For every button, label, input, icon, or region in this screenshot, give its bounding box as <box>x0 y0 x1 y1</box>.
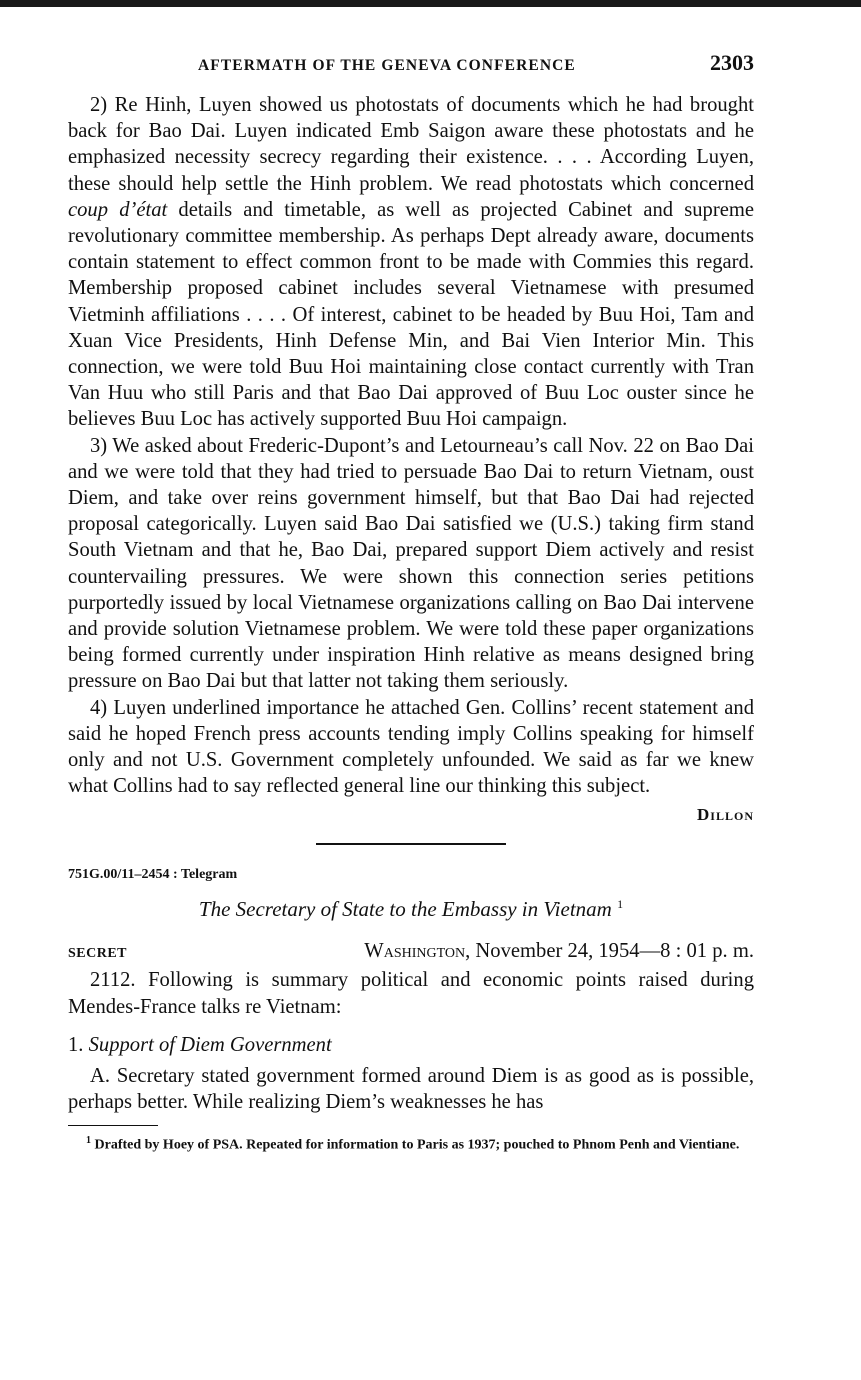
dateline <box>68 940 754 963</box>
footnote-text: Drafted by Hoey of PSA. Repeated for information to Paris as 1937; pouched to Phnom Penh and Vientiane. <box>91 1137 740 1153</box>
place-date <box>364 940 754 963</box>
section-divider <box>316 843 506 845</box>
page-top-border <box>0 0 861 7</box>
document-title-text: The Secretary of State to the Embassy in Vietnam <box>198 897 612 922</box>
paragraph-2-text-b: details and timetable, as well as projected Cabinet and supreme revolutionary committee membership. As perhaps Dept already aware, documents contain statement to effect common front to be made with Commies this regard. Membership proposed cabinet includes several Vietnamese with presumed Vietminh affiliations . . . . Of interest, cabinet to be headed by Buu Hoi, Tam and Xuan Vice Presidents, Hinh Defense Min, and Bai Vien Interior Min. This connection, we were told Buu Hoi maintaining close contact currently with Tran Van Huu who still Paris and that Bao Dai approved of Buu Loc ouster since he believes Buu Loc has actively supported Buu Hoi campaign. <box>68 198 754 431</box>
paragraph-2-text-a: 2) Re Hinh, Luyen showed us photostats of documents which he had brought back for Bao Dai. Luyen indicated Emb Saigon aware these photostats and he emphasized necessity secrecy regarding their existence. . . . According Luyen, these should help settle the Hinh problem. We read photostats which concerned <box>68 94 754 195</box>
page-header <box>68 50 754 92</box>
running-head: AFTERMATH OF THE GENEVA CONFERENCE <box>198 57 576 74</box>
document-page <box>68 50 754 1154</box>
classification: SECRET <box>68 946 128 962</box>
paragraph-a: A. Secretary stated government formed around Diem is as good as is possible, perhaps better. While realizing Diem’s weaknesses he has <box>68 1064 754 1114</box>
footnote-marker: 1 <box>86 1135 91 1147</box>
footnote <box>68 1132 754 1154</box>
paragraph-3: 3) We asked about Frederic-Dupont’s and Letourneau’s call Nov. 22 on Bao Dai and we were told that they had tried to persuade Bao Dai to return Vietnam, oust Diem, and take over reins government himself, but that Bao Dai had rejected proposal categorically. Luyen said Bao Dai satisfied we (U.S.) taking firm stand South Vietnam and that he, Bao Dai, prepared support Diem actively and resist countervailing pressures. We were shown this connection series petitions purportedly issued by local Vietnamese organizations calling on Bao Dai intervene and provide solution Vietnamese problem. We were told these paper organizations being formed currently under inspiration Hinh relative as means designed bring pressure on Bao Dai but that latter not taking them seriously. <box>68 434 754 693</box>
date: November 24, 1954—8 : 01 p. m. <box>470 940 754 963</box>
title-footnote-marker: 1 <box>617 897 624 912</box>
section-title: Support of Diem Government <box>88 1033 332 1056</box>
page-number: 2303 <box>710 50 754 75</box>
section-number: 1. <box>68 1033 84 1056</box>
paragraph-4: 4) Luyen underlined importance he attached Gen. Collins’ recent statement and said he hoped French press accounts tending imply Collins speaking for himself only and not U.S. Government completely unfounded. We said as far we knew what Collins had to say reflected general line our thinking this subject. <box>68 696 754 798</box>
paragraph-2-italic: coup d’état <box>68 198 168 221</box>
document-title <box>68 897 754 922</box>
file-number: 751G.00/11–2454 : Telegram <box>68 867 238 883</box>
telegram-intro: 2112. Following is summary political and economic points raised during Mendes-France talks re Vietnam: <box>68 969 754 1018</box>
footnote-rule <box>68 1125 158 1126</box>
place: Washington, <box>364 940 471 963</box>
signature: Dillon <box>697 805 754 825</box>
paragraph-2 <box>68 92 754 433</box>
section-heading <box>68 1034 754 1057</box>
